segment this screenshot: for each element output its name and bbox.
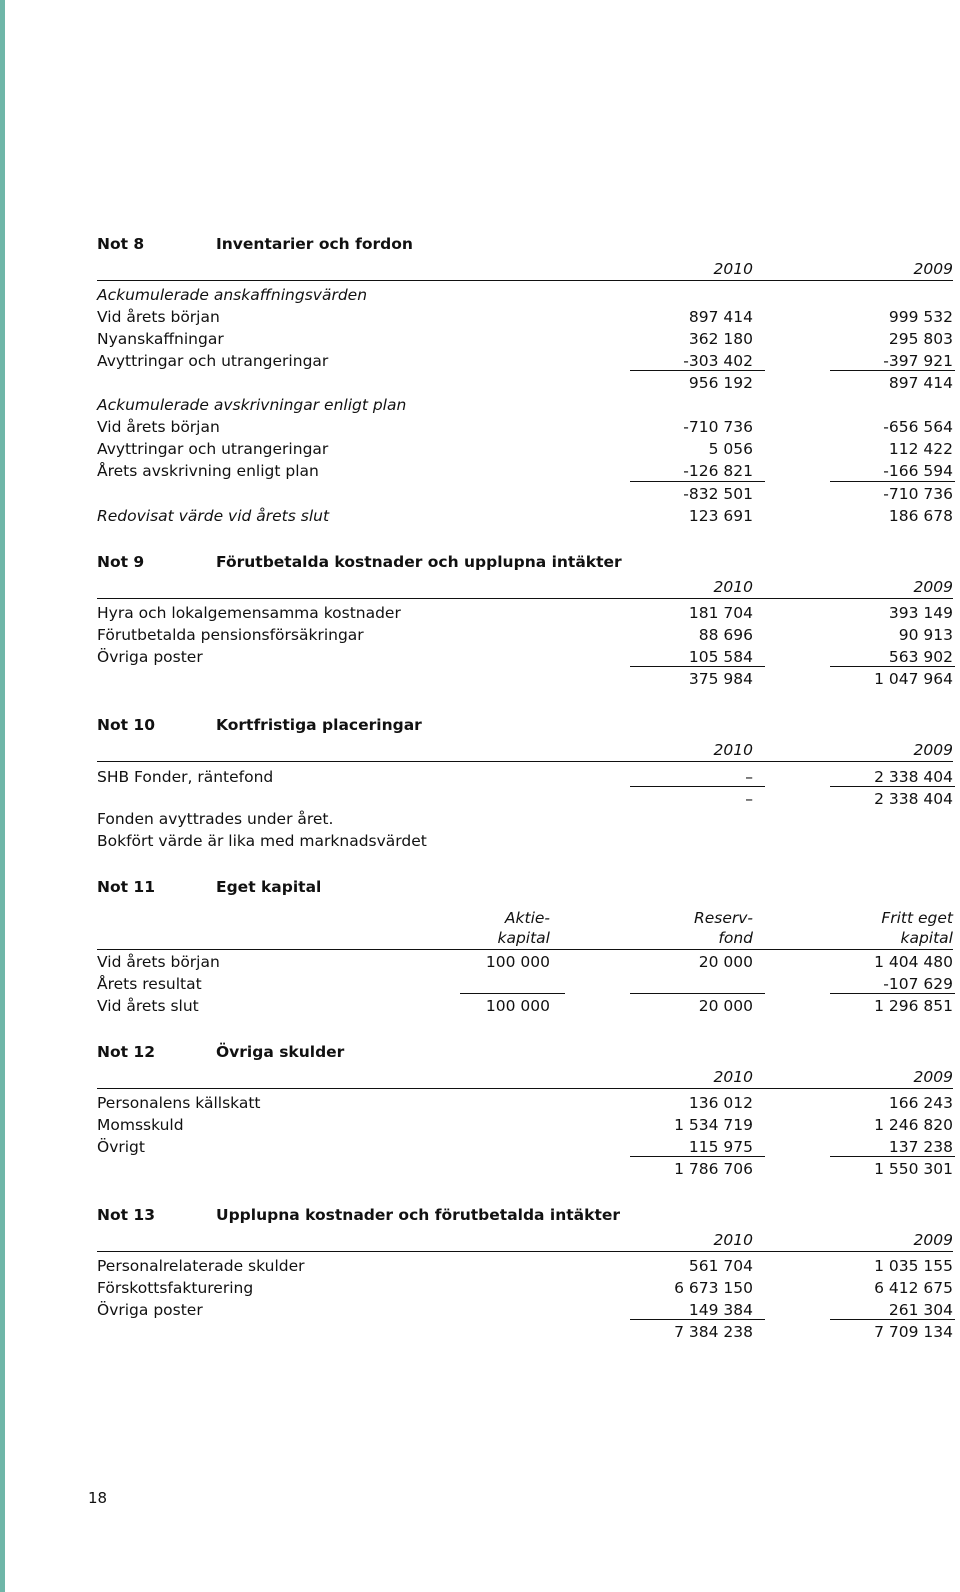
- year-2009: 2009: [913, 260, 953, 278]
- row-label: Hyra och lokalgemensamma kostnader: [97, 604, 401, 622]
- section-heading: Ackumulerade anskaffningsvärden: [97, 286, 368, 304]
- table-row: [97, 394, 953, 416]
- note-line: Fonden avyttrades under året.: [97, 810, 334, 828]
- value-aktiekapital: 100 000: [485, 953, 550, 971]
- note-12-label: Not 12: [97, 1043, 155, 1061]
- total-row: [97, 1321, 953, 1343]
- row-label: Vid årets slut: [97, 997, 199, 1015]
- row-label: Övrigt: [97, 1138, 145, 1156]
- column-header: fond: [718, 929, 753, 947]
- value-2009: 261 304: [888, 1301, 953, 1319]
- value-2010: -710 736: [683, 418, 753, 436]
- sum-rule: [630, 786, 765, 787]
- column-header: kapital: [900, 929, 953, 947]
- table-row: [97, 460, 953, 482]
- subtotal-row: [97, 372, 953, 394]
- value-2010: 1 786 706: [674, 1160, 753, 1178]
- value-2010: 362 180: [688, 330, 753, 348]
- value-fritt-eget-kapital: -107 629: [883, 975, 953, 993]
- value-2009: 137 238: [888, 1138, 953, 1156]
- sum-rule: [630, 481, 765, 482]
- year-2010: 2010: [713, 260, 753, 278]
- page-edge-stripe: [0, 0, 5, 1592]
- value-2009: 6 412 675: [874, 1279, 953, 1297]
- note-9-title: Förutbetalda kostnader och upplupna intäkter: [216, 553, 622, 571]
- value-aktiekapital: 100 000: [485, 997, 550, 1015]
- sum-rule: [830, 1319, 955, 1320]
- value-2009: 7 709 134: [874, 1323, 953, 1341]
- value-2009: 563 902: [888, 648, 953, 666]
- year-2010: 2010: [713, 741, 753, 759]
- value-2010: 88 696: [698, 626, 753, 644]
- row-label: Förskottsfakturering: [97, 1279, 254, 1297]
- table-row: [97, 1299, 953, 1321]
- table-row: [97, 306, 953, 328]
- value-2009: 2 338 404: [874, 790, 953, 808]
- value-fritt-eget-kapital: 1 404 480: [874, 953, 953, 971]
- value-2009: 186 678: [888, 507, 953, 525]
- sum-rule: [630, 1156, 765, 1157]
- sum-rule: [830, 993, 955, 994]
- table-row: [97, 1092, 953, 1114]
- value-2009: 166 243: [888, 1094, 953, 1112]
- total-row: [97, 788, 953, 810]
- value-2009: 2 338 404: [874, 768, 953, 786]
- value-2010: 5 056: [708, 440, 753, 458]
- note-line: Bokfört värde är lika med marknadsvärdet: [97, 832, 427, 850]
- table-row: [97, 284, 953, 306]
- sum-rule: [630, 370, 765, 371]
- note-13-label: Not 13: [97, 1206, 155, 1224]
- value-2010: -832 501: [683, 485, 753, 503]
- note-8-header: [97, 233, 953, 255]
- row-label: Årets avskrivning enligt plan: [97, 462, 319, 480]
- note-10-label: Not 10: [97, 716, 155, 734]
- table-row: [97, 646, 953, 668]
- value-2010: -126 821: [683, 462, 753, 480]
- total-row: [97, 995, 953, 1017]
- value-2010: 123 691: [688, 507, 753, 525]
- value-2009: -710 736: [883, 485, 953, 503]
- note-9-header: [97, 551, 953, 573]
- row-label: Avyttringar och utrangeringar: [97, 352, 329, 370]
- table-row: [97, 1277, 953, 1299]
- value-2009: -166 594: [883, 462, 953, 480]
- note-12-year-row: [97, 1066, 953, 1088]
- table-row: [97, 416, 953, 438]
- note-8-label: Not 8: [97, 235, 145, 253]
- sum-rule: [830, 370, 955, 371]
- row-label: Momsskuld: [97, 1116, 184, 1134]
- year-2010: 2010: [713, 1068, 753, 1086]
- note-text: [97, 830, 953, 852]
- table-row: [97, 438, 953, 460]
- note-9-year-row: [97, 576, 953, 598]
- sum-rule: [460, 993, 565, 994]
- value-2010: 115 975: [688, 1138, 753, 1156]
- value-2009: 1 246 820: [874, 1116, 953, 1134]
- year-2010: 2010: [713, 578, 753, 596]
- year-2009: 2009: [913, 741, 953, 759]
- column-header: Reserv-: [693, 909, 753, 927]
- note-9-header-rule: [97, 598, 953, 599]
- value-2010: 561 704: [688, 1257, 753, 1275]
- row-label: Övriga poster: [97, 648, 203, 666]
- value-2010: 1 534 719: [674, 1116, 753, 1134]
- value-2009: 393 149: [888, 604, 953, 622]
- sum-rule: [630, 993, 765, 994]
- value-2010: –: [745, 790, 753, 808]
- note-8-year-row: [97, 258, 953, 280]
- value-2010: 897 414: [688, 308, 753, 326]
- value-reservfond: 20 000: [698, 997, 753, 1015]
- note-10-title: Kortfristiga placeringar: [216, 716, 422, 734]
- table-row: [97, 1136, 953, 1158]
- value-2010: 105 584: [688, 648, 753, 666]
- value-2010: 375 984: [688, 670, 753, 688]
- total-row: [97, 668, 953, 690]
- year-2009: 2009: [913, 1068, 953, 1086]
- note-13-header-rule: [97, 1251, 953, 1252]
- sum-rule: [830, 786, 955, 787]
- note-10-header: [97, 714, 953, 736]
- row-label: Övriga poster: [97, 1301, 203, 1319]
- note-13-header: [97, 1204, 953, 1226]
- value-2009: 295 803: [888, 330, 953, 348]
- note-13-title: Upplupna kostnader och förutbetalda intäkter: [216, 1206, 621, 1224]
- sum-rule: [830, 1156, 955, 1157]
- row-label: Redovisat värde vid årets slut: [97, 507, 330, 525]
- row-label: SHB Fonder, räntefond: [97, 768, 274, 786]
- value-reservfond: 20 000: [698, 953, 753, 971]
- note-11-label: Not 11: [97, 878, 155, 896]
- note-12-title: Övriga skulder: [216, 1043, 345, 1061]
- note-10-header-rule: [97, 761, 953, 762]
- row-label: Nyanskaffningar: [97, 330, 224, 348]
- note-11-header: [97, 876, 953, 898]
- value-2010: 136 012: [688, 1094, 753, 1112]
- year-2009: 2009: [913, 578, 953, 596]
- value-2010: -303 402: [683, 352, 753, 370]
- year-2009: 2009: [913, 1231, 953, 1249]
- value-2010: 7 384 238: [674, 1323, 753, 1341]
- page-number: 18: [88, 1489, 108, 1507]
- row-label: Vid årets början: [97, 953, 220, 971]
- note-8-title: Inventarier och fordon: [216, 235, 413, 253]
- value-2009: -397 921: [883, 352, 953, 370]
- note-10-year-row: [97, 739, 953, 761]
- table-row: [97, 602, 953, 624]
- section-heading: Ackumulerade avskrivningar enligt plan: [97, 396, 407, 414]
- note-12-header: [97, 1041, 953, 1063]
- value-2009: 1 047 964: [874, 670, 953, 688]
- value-2009: 1 035 155: [874, 1257, 953, 1275]
- value-2009: 112 422: [888, 440, 953, 458]
- table-row: [97, 624, 953, 646]
- column-header: Aktie-: [504, 909, 550, 927]
- row-label: Personalrelaterade skulder: [97, 1257, 305, 1275]
- sum-rule: [630, 666, 765, 667]
- note-8-header-rule: [97, 280, 953, 281]
- year-2010: 2010: [713, 1231, 753, 1249]
- column-header: Fritt eget: [881, 909, 953, 927]
- table-row: [97, 973, 953, 995]
- table-row: [97, 1255, 953, 1277]
- subtotal-row: [97, 483, 953, 505]
- row-label: Årets resultat: [97, 975, 202, 993]
- sum-rule: [630, 1319, 765, 1320]
- sum-rule: [830, 481, 955, 482]
- row-label: Förutbetalda pensionsförsäkringar: [97, 626, 364, 644]
- total-row: [97, 1158, 953, 1180]
- value-2010: 6 673 150: [674, 1279, 753, 1297]
- value-2010: 149 384: [688, 1301, 753, 1319]
- value-fritt-eget-kapital: 1 296 851: [874, 997, 953, 1015]
- sum-rule: [830, 666, 955, 667]
- column-header-row: [97, 907, 953, 929]
- table-row: [97, 328, 953, 350]
- table-row: [97, 766, 953, 788]
- column-header-row: [97, 927, 953, 949]
- table-row: [97, 951, 953, 973]
- value-2009: 897 414: [888, 374, 953, 392]
- table-row: [97, 1114, 953, 1136]
- note-9-label: Not 9: [97, 553, 145, 571]
- column-header: kapital: [497, 929, 550, 947]
- row-label: Personalens källskatt: [97, 1094, 261, 1112]
- row-label: Avyttringar och utrangeringar: [97, 440, 329, 458]
- total-row: [97, 505, 953, 527]
- table-row: [97, 350, 953, 372]
- value-2009: 999 532: [888, 308, 953, 326]
- value-2010: –: [745, 768, 753, 786]
- value-2009: -656 564: [883, 418, 953, 436]
- value-2009: 90 913: [898, 626, 953, 644]
- note-text: [97, 808, 953, 830]
- note-11-header-rule: [97, 949, 953, 950]
- row-label: Vid årets början: [97, 308, 220, 326]
- note-13-year-row: [97, 1229, 953, 1251]
- value-2009: 1 550 301: [874, 1160, 953, 1178]
- note-12-header-rule: [97, 1088, 953, 1089]
- row-label: Vid årets början: [97, 418, 220, 436]
- note-11-title: Eget kapital: [216, 878, 322, 896]
- value-2010: 956 192: [688, 374, 753, 392]
- value-2010: 181 704: [688, 604, 753, 622]
